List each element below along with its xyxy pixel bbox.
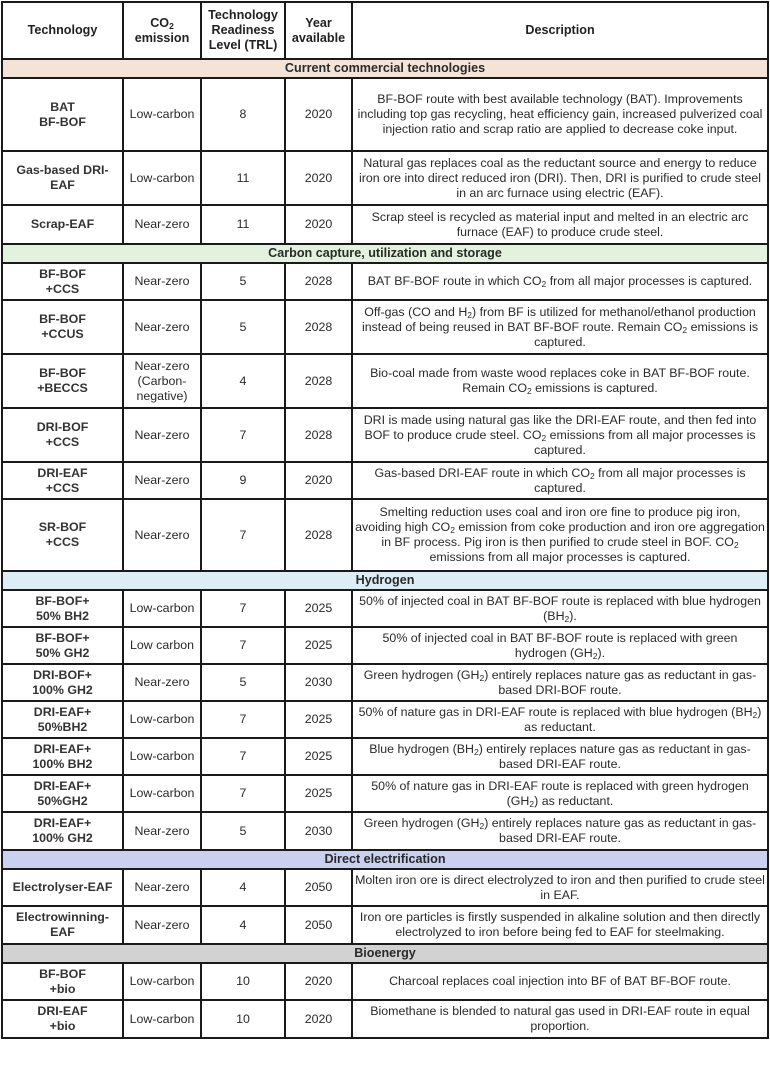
- description-cell: [352, 205, 768, 244]
- trl-cell: 9: [201, 462, 285, 499]
- trl-cell: 4: [201, 869, 285, 906]
- technology-line-1: DRI-EAF+: [33, 816, 92, 830]
- technology-cell: [2, 906, 123, 944]
- trl-cell: 7: [201, 590, 285, 627]
- description-text: ) from BF is utilized for methanol/ethanol production instead of being reused in BAT BF-BOF route. Remain CO: [361, 304, 756, 334]
- header-technology: Technology: [2, 2, 123, 59]
- header-trl-line1: Technology: [208, 8, 278, 22]
- trl-cell: 5: [201, 263, 285, 300]
- description-cell: [352, 408, 768, 462]
- description-subscript: 2: [682, 324, 688, 335]
- description-subscript: 2: [592, 650, 598, 661]
- technology-cell: [2, 1000, 123, 1038]
- technology-line-1: Electrolyser-EAF: [12, 880, 113, 894]
- year-available-cell: 2028: [285, 408, 352, 462]
- description-text: Gas-based DRI-EAF route in which CO: [374, 465, 590, 480]
- header-year-line2: available: [291, 30, 346, 45]
- co2-emission-cell: Near-zero: [123, 499, 201, 571]
- table-row: [2, 1000, 768, 1038]
- section-header-row: [2, 571, 768, 590]
- description-subscript: 2: [733, 540, 739, 550]
- table-row: [2, 627, 768, 664]
- description-text: Natural gas replaces coal as the reductant source and energy to reduce iron ore into direct reduced iron (DRI). Then, DRI is purified to crude steel in an arc furnace using electric (EAF).: [359, 155, 761, 200]
- description-text: emissions from all major processes is captured.: [534, 427, 756, 457]
- description-text: Charcoal replaces coal injection into BF of BAT BF-BOF route.: [389, 974, 731, 988]
- trl-cell: 11: [201, 205, 285, 244]
- description-cell: [352, 664, 768, 701]
- technology-line-2: 50% BH2: [35, 608, 90, 623]
- header-co2-sub: 2: [169, 20, 174, 31]
- technology-cell: [2, 499, 123, 571]
- co2-emission-cell: Near-zero: [123, 906, 201, 944]
- description-text: ).: [569, 608, 577, 623]
- description-text: Blue hydrogen (BH: [369, 741, 474, 756]
- trl-cell: 8: [201, 78, 285, 151]
- section-title: Hydrogen: [2, 571, 768, 590]
- description-subscript: 2: [467, 309, 473, 320]
- trl-cell: 7: [201, 499, 285, 571]
- year-available-cell: 2050: [285, 869, 352, 906]
- co2-emission-line: (Carbon-: [137, 373, 187, 388]
- trl-cell: 7: [201, 738, 285, 775]
- section-title: Carbon capture, utilization and storage: [2, 244, 768, 263]
- technology-line-1: DRI-EAF: [37, 1004, 88, 1018]
- co2-emission-cell: [123, 354, 201, 408]
- description-subscript: 2: [564, 613, 570, 624]
- technology-cell: [2, 300, 123, 354]
- description-cell: [352, 462, 768, 499]
- section-title: Direct electrification: [2, 850, 768, 869]
- technology-line-1: BF-BOF: [39, 312, 86, 326]
- section-header-row: [2, 59, 768, 78]
- description-cell: [352, 263, 768, 300]
- description-subscript: 2: [479, 821, 485, 831]
- section-header-row: [2, 244, 768, 263]
- description-text: ).: [597, 645, 606, 660]
- description-cell: [352, 590, 768, 627]
- header-co2-emission: [123, 2, 201, 59]
- description-text: BAT BF-BOF route in which CO: [367, 274, 542, 288]
- co2-emission-cell: Low-carbon: [123, 78, 201, 151]
- trl-cell: 10: [201, 963, 285, 1000]
- description-text: ) entirely replaces nature gas as reductant in gas-based DRI-EAF route.: [478, 741, 751, 771]
- trl-cell: 4: [201, 354, 285, 408]
- description-text: from all major processes is captured.: [546, 274, 753, 288]
- description-text: 50% of nature gas in DRI-EAF route is replaced with blue hydrogen (BH: [358, 704, 753, 719]
- description-cell: [352, 812, 768, 850]
- description-text: Biomethane is blended to natural gas used in DRI-EAF route in equal proportion.: [370, 1004, 750, 1033]
- co2-emission-line: Near-zero: [134, 358, 190, 373]
- header-co2-prefix: CO: [150, 15, 170, 30]
- description-text: emissions is captured.: [534, 319, 759, 349]
- year-available-cell: 2030: [285, 812, 352, 850]
- description-subscript: 2: [450, 525, 455, 535]
- co2-emission-cell: Low-carbon: [123, 701, 201, 738]
- description-cell: [352, 1000, 768, 1038]
- table-row: [2, 963, 768, 1000]
- technology-line-2: 50%GH2: [37, 793, 88, 808]
- trl-cell: 10: [201, 1000, 285, 1038]
- co2-emission-cell: Near-zero: [123, 869, 201, 906]
- section-title: Current commercial technologies: [2, 59, 768, 78]
- trl-cell: 7: [201, 408, 285, 462]
- section-title: Bioenergy: [2, 944, 768, 963]
- table-row: [2, 664, 768, 701]
- technology-line-2: +bio: [49, 1019, 76, 1033]
- description-subscript: 2: [473, 746, 479, 757]
- technology-cell: [2, 627, 123, 664]
- technology-line-2: 100% GH2: [32, 682, 93, 697]
- technology-cell: [2, 354, 123, 408]
- description-text: emissions from all major processes is captured.: [429, 550, 691, 564]
- technology-cell: [2, 205, 123, 244]
- description-subscript: 2: [541, 432, 547, 443]
- technology-cell: [2, 738, 123, 775]
- description-text: from all major processes is captured.: [534, 465, 746, 495]
- technology-line-1: BF-BOF+: [35, 630, 90, 645]
- trl-cell: 7: [201, 627, 285, 664]
- description-text: DRI is made using natural gas like the DRI-EAF route, and then fed into BOF to produce crude steel. CO: [363, 412, 757, 442]
- description-cell: [352, 627, 768, 664]
- technology-line-2: +bio: [49, 981, 76, 996]
- technology-line-2: BF-BOF: [39, 114, 86, 129]
- description-cell: [352, 354, 768, 408]
- header-year-available: [285, 2, 352, 59]
- technology-cell: [2, 462, 123, 499]
- description-text: Smelting reduction uses coal and iron ore fine to produce pig iron, avoiding high CO: [355, 505, 741, 534]
- header-trl: [201, 2, 285, 59]
- year-available-cell: 2028: [285, 300, 352, 354]
- header-co2-suffix: emission: [134, 30, 190, 45]
- technology-line-1: DRI-EAF: [37, 465, 88, 480]
- technology-line-1: DRI-EAF+: [33, 778, 92, 793]
- description-text: emissions is captured.: [531, 381, 658, 395]
- technology-cell: [2, 408, 123, 462]
- description-cell: [352, 775, 768, 812]
- description-cell: [352, 78, 768, 151]
- description-subscript: 2: [526, 386, 532, 396]
- table-row: [2, 906, 768, 944]
- year-available-cell: 2030: [285, 664, 352, 701]
- description-cell: [352, 151, 768, 205]
- year-available-cell: 2020: [285, 1000, 352, 1038]
- description-cell: [352, 869, 768, 906]
- description-text: Molten iron ore is direct electrolyzed to iron and then purified to crude steel in EAF.: [355, 872, 765, 902]
- year-available-cell: 2028: [285, 263, 352, 300]
- technology-line-1: DRI-EAF+: [33, 704, 92, 719]
- technology-line-2: 50% GH2: [35, 645, 90, 660]
- technology-line-1: Gas-based DRI-: [16, 163, 109, 177]
- table-row: [2, 590, 768, 627]
- description-subscript: 2: [752, 709, 758, 720]
- co2-emission-cell: Near-zero: [123, 812, 201, 850]
- technology-cell: [2, 78, 123, 151]
- table-row: [2, 701, 768, 738]
- description-cell: [352, 963, 768, 1000]
- table-row: [2, 462, 768, 499]
- trl-cell: 7: [201, 775, 285, 812]
- trl-cell: 7: [201, 701, 285, 738]
- year-available-cell: 2025: [285, 775, 352, 812]
- technology-line-2: 100% GH2: [32, 831, 93, 845]
- description-text: 50% of injected coal in BAT BF-BOF route is replaced with green hydrogen (GH: [382, 630, 738, 660]
- table-row: [2, 300, 768, 354]
- table-body: [2, 59, 768, 1038]
- technology-line-1: BF-BOF: [39, 266, 86, 281]
- description-subscript: 2: [529, 798, 535, 809]
- technology-line-1: DRI-BOF+: [33, 667, 92, 682]
- technology-line-2: +CCS: [45, 435, 80, 449]
- technology-line-1: BF-BOF: [39, 366, 86, 380]
- co2-emission-cell: Low-carbon: [123, 738, 201, 775]
- description-text: ) as reductant.: [534, 793, 614, 808]
- description-text: ) entirely replaces nature gas as reductant in gas-based DRI-BOF route.: [484, 667, 757, 697]
- technology-line-1: SR-BOF: [38, 520, 87, 534]
- description-cell: [352, 300, 768, 354]
- year-available-cell: 2028: [285, 354, 352, 408]
- description-text: Bio-coal made from waste wood replaces coke in BAT BF-BOF route. Remain CO: [370, 366, 750, 395]
- header-row: [2, 2, 768, 59]
- technology-cell: [2, 963, 123, 1000]
- table-row: [2, 78, 768, 151]
- co2-emission-cell: Near-zero: [123, 664, 201, 701]
- header-description: Description: [352, 2, 768, 59]
- year-available-cell: 2025: [285, 738, 352, 775]
- description-text: Green hydrogen (GH: [363, 667, 480, 682]
- co2-emission-cell: Near-zero: [123, 263, 201, 300]
- table-row: [2, 869, 768, 906]
- table-row: [2, 775, 768, 812]
- technology-line-2: +BECCS: [37, 381, 88, 395]
- trl-cell: 5: [201, 812, 285, 850]
- technology-line-2: +CCUS: [41, 327, 84, 341]
- table-row: [2, 812, 768, 850]
- description-text: BF-BOF route with best available technology (BAT). Improvements including top gas recycling, heat efficiency gain, increased pulverized coal injection ratio and scrap ratio are applied to decrease coke input.: [357, 92, 763, 136]
- trl-cell: 5: [201, 300, 285, 354]
- description-text: ) as reductant.: [524, 704, 762, 734]
- technology-line-1: Scrap-EAF: [30, 217, 95, 231]
- description-text: Scrap steel is recycled as material input and melted in an electric arc furnace (EAF) to produce crude steel.: [371, 209, 749, 239]
- description-text: 50% of injected coal in BAT BF-BOF route is replaced with blue hydrogen (BH: [359, 593, 761, 623]
- co2-emission-cell: Near-zero: [123, 205, 201, 244]
- description-text: Iron ore particles is firstly suspended in alkaline solution and then directly electrolyzed to iron before being fed to EAF for steelmaking.: [359, 910, 761, 939]
- technology-cell: [2, 151, 123, 205]
- table-row: [2, 408, 768, 462]
- trl-cell: 5: [201, 664, 285, 701]
- section-header-row: [2, 944, 768, 963]
- year-available-cell: 2025: [285, 627, 352, 664]
- technology-table: [1, 1, 769, 1039]
- description-subscript: 2: [590, 470, 595, 481]
- description-subscript: 2: [541, 279, 547, 289]
- year-available-cell: 2050: [285, 906, 352, 944]
- year-available-cell: 2020: [285, 78, 352, 151]
- trl-cell: 4: [201, 906, 285, 944]
- technology-line-2: 50%BH2: [37, 719, 88, 734]
- year-available-cell: 2020: [285, 963, 352, 1000]
- description-text: Green hydrogen (GH: [363, 816, 480, 830]
- technology-cell: [2, 263, 123, 300]
- technology-cell: [2, 664, 123, 701]
- year-available-cell: 2020: [285, 205, 352, 244]
- description-cell: [352, 499, 768, 571]
- co2-emission-cell: Low-carbon: [123, 963, 201, 1000]
- description-text: ) entirely replaces nature gas as reductant in gas-based DRI-EAF route.: [484, 816, 757, 845]
- co2-emission-cell: Near-zero: [123, 462, 201, 499]
- description-cell: [352, 701, 768, 738]
- co2-emission-cell: Low-carbon: [123, 1000, 201, 1038]
- technology-line-2: +CCS: [45, 480, 80, 495]
- technology-line-1: DRI-EAF+: [33, 741, 92, 756]
- co2-emission-cell: Near-zero: [123, 408, 201, 462]
- header-trl-line2: Readiness: [211, 23, 275, 37]
- technology-line-2: 100% BH2: [32, 756, 93, 771]
- table-row: [2, 738, 768, 775]
- technology-cell: [2, 869, 123, 906]
- year-available-cell: 2028: [285, 499, 352, 571]
- technology-line-1: Electrowinning-: [16, 910, 109, 924]
- co2-emission-cell: Low carbon: [123, 627, 201, 664]
- year-available-cell: 2025: [285, 701, 352, 738]
- table-row: [2, 499, 768, 571]
- technology-line-2: +CCS: [45, 281, 80, 296]
- technology-cell: [2, 590, 123, 627]
- technology-line-2: EAF: [50, 178, 75, 192]
- technology-cell: [2, 701, 123, 738]
- description-subscript: 2: [479, 672, 485, 683]
- section-header-row: [2, 850, 768, 869]
- year-available-cell: 2020: [285, 462, 352, 499]
- co2-emission-cell: Near-zero: [123, 300, 201, 354]
- technology-line-2: +CCS: [45, 535, 80, 549]
- technology-cell: [2, 775, 123, 812]
- co2-emission-cell: Low-carbon: [123, 590, 201, 627]
- technology-line-1: BF-BOF+: [35, 593, 90, 608]
- technology-cell: [2, 812, 123, 850]
- description-text: emission from coke production and iron ore aggregation in BF process. Pig iron is then purified to crude steel in BOF. CO: [381, 520, 765, 549]
- trl-cell: 11: [201, 151, 285, 205]
- table-row: [2, 151, 768, 205]
- header-trl-line3: Level (TRL): [208, 38, 278, 52]
- table-row: [2, 205, 768, 244]
- header-year-line1: Year: [305, 15, 332, 30]
- technology-line-1: DRI-BOF: [36, 420, 89, 434]
- co2-emission-cell: Low-carbon: [123, 151, 201, 205]
- co2-emission-cell: Low-carbon: [123, 775, 201, 812]
- description-text: Off-gas (CO and H: [364, 304, 468, 319]
- year-available-cell: 2025: [285, 590, 352, 627]
- year-available-cell: 2020: [285, 151, 352, 205]
- description-cell: [352, 738, 768, 775]
- table-row: [2, 354, 768, 408]
- co2-emission-line: negative): [136, 388, 188, 403]
- description-text: 50% of nature gas in DRI-EAF route is replaced with green hydrogen (GH: [371, 778, 749, 808]
- description-cell: [352, 906, 768, 944]
- technology-line-2: EAF: [50, 925, 75, 939]
- table-row: [2, 263, 768, 300]
- technology-line-1: BAT: [50, 99, 75, 114]
- technology-line-1: BF-BOF: [39, 966, 86, 981]
